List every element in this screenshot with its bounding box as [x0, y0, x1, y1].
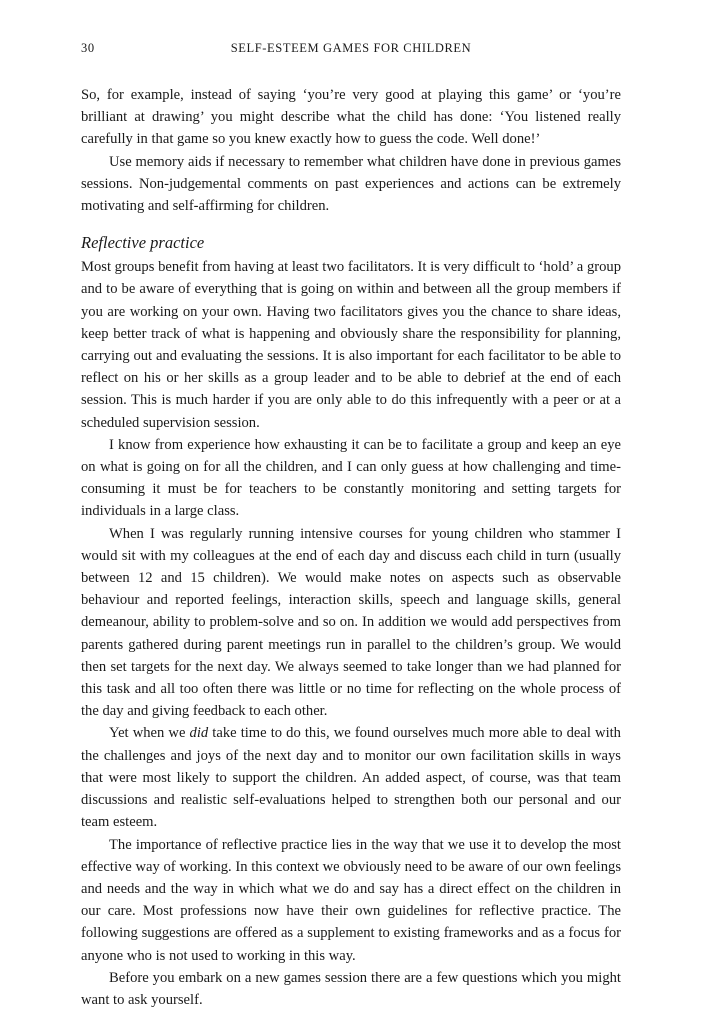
body-text: [81, 84, 621, 1011]
section-heading: Reflective practice: [81, 233, 205, 253]
page-number: 30: [81, 41, 95, 55]
paragraph-taking-time-rest: take time to do this, we found ourselves much more able to deal with the challenges and joys of the next day and to monitor our own facilitation skills in ways that were most likely to support the children. An added aspect, of course, was that team discussions and realistic self-evaluations helped to strengthen both our personal and our team esteem.: [81, 725, 621, 831]
paragraph-memory-aids: Use memory aids if necessary to remember what children have done in previous games sessions. Non-judgemental comments on past experiences and actions can be extremely motivating and self-affirming for children.: [81, 153, 621, 215]
paragraph-importance: The importance of reflective practice lies in the way that we use it to develop the most effective way of working. In this context we obviously need to be aware of our own feelings and needs and the way in which what we do and say has a direct effect on the children in our care. Most professions now have their own guidelines for reflective practice. The following suggestions are offered as a supplement to existing frameworks and as a focus for anyone who is not used to working in this way.: [81, 836, 621, 964]
paragraph-praise-example: So, for example, instead of saying ‘you’re very good at playing this game’ or ‘you’re brilliant at drawing’ you might describe what the child has done: ‘You listened really carefully in that game so you knew exactly how to guess the code. Well done!’: [81, 87, 621, 148]
paragraph-experience: I know from experience how exhausting it can be to facilitate a group and keep an eye on what is going on for all the children, and I can only guess at how challenging and time-consuming it must be for teachers to be constantly monitoring and setting targets for individuals in a large class.: [81, 436, 621, 520]
emphasis-did: did: [189, 725, 209, 742]
paragraph-taking-time: [81, 722, 621, 833]
running-header: [81, 41, 621, 61]
paragraph-questions: Before you embark on a new games session there are a few questions which you might want to ask yourself.: [81, 969, 621, 1008]
paragraph-intensive-courses: When I was regularly running intensive courses for young children who stammer I would sit with my colleagues at the end of each day and discuss each child in turn (usually between 12 and 15 children). We would make notes on aspects such as observable behaviour and reported feelings, interaction skills, speech and language skills, general demeanour, ability to problem-solve and so on. In addition we would add perspectives from parents gathered during parent meetings run in parallel to the children’s group. We would then set targets for the next day. We always seemed to take longer than we had planned for this task and all too often there was little or no time for reflecting on the whole process of the day and giving feedback to each other.: [81, 525, 621, 720]
paragraph-two-facilitators: Most groups benefit from having at least two facilitators. It is very difficult to ‘hold’ a group and to be aware of everything that is going on within and between all the group members if you are working on your own. Having two facilitators gives you the chance to share ideas, keep better track of what is happening and obviously share the responsibility for planning, carrying out and evaluating the sessions. It is also important for each facilitator to be able to reflect on his or her skills as a group leader and to be able to debrief at the end of each session. This is much harder if you are only able to do this infrequently with a peer or at a scheduled supervision session.: [81, 259, 621, 431]
paragraph-taking-time-start: Yet when we: [109, 725, 190, 742]
running-title: SELF-ESTEEM GAMES FOR CHILDREN: [230, 41, 472, 55]
